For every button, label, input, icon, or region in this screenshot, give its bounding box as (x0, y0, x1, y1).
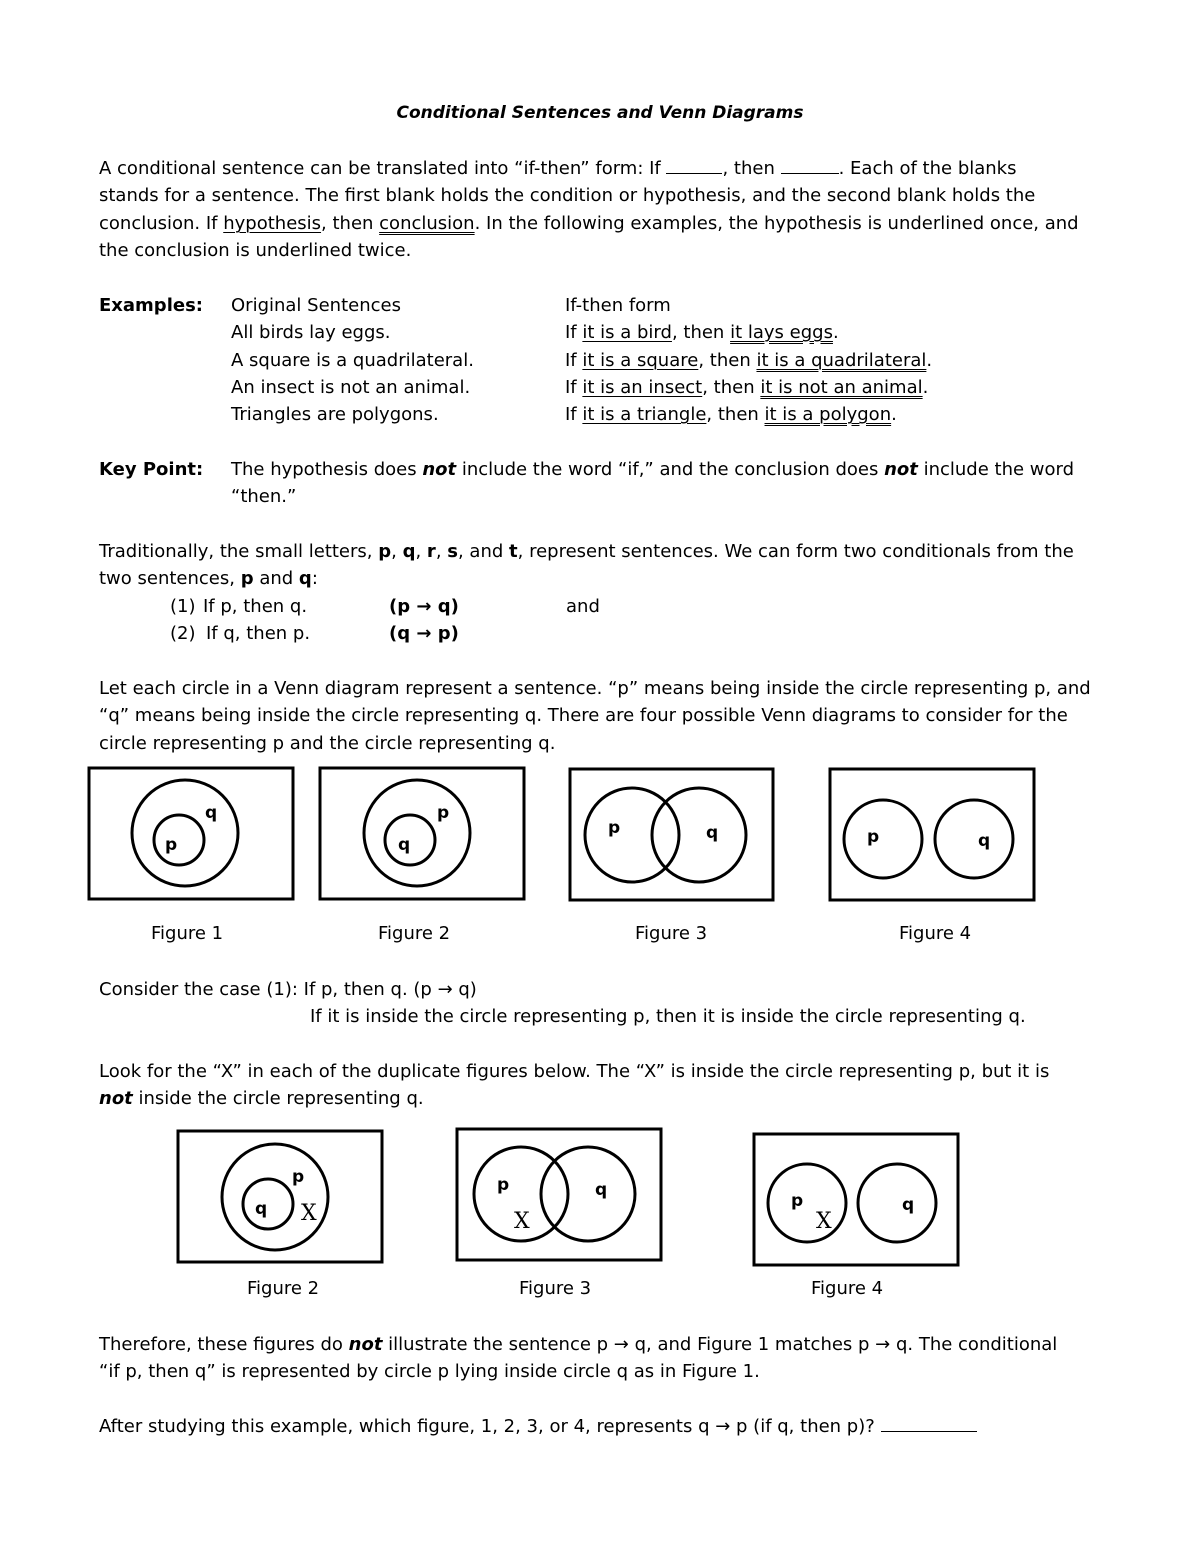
look-text: inside the circle representing q. (132, 1088, 424, 1109)
letter-q: q (402, 541, 416, 562)
label-q: q (595, 1180, 608, 1200)
x-mark: X (301, 1201, 317, 1226)
question-line[interactable] (99, 1413, 977, 1440)
figure-3-dup-caption: Figure 3 (519, 1278, 592, 1299)
label-p: p (165, 835, 178, 855)
venn-intro-line-1: Let each circle in a Venn diagram represent a sentence. “p” means being inside the circle representing p, and (99, 678, 1091, 699)
intro-text-a1: A conditional sentence can be translated into “if-then” form: If (99, 158, 667, 179)
circle-p (364, 780, 470, 886)
intro-line-1 (99, 155, 1016, 182)
example-conclusion: it is a quadrilateral (756, 350, 927, 371)
venn-intro-line-2: “q” means being inside the circle representing q. There are four possible Venn diagrams to consider for the (99, 705, 1068, 726)
and-word: and (566, 596, 600, 617)
if-word: If (565, 377, 583, 398)
example-ifthen-4 (565, 401, 897, 428)
circle-q (132, 780, 238, 886)
figure-2-caption: Figure 2 (378, 923, 451, 944)
intro-text-c3: . In the following examples, the hypothesis is underlined once, and (474, 213, 1079, 234)
intro-text-c2: , then (321, 213, 380, 234)
intro-line-4: the conclusion is underlined twice. (99, 240, 412, 261)
conclusion-underlined: conclusion (379, 213, 475, 234)
trad-text-1: Traditionally, the small letters, (99, 541, 379, 562)
letter-t: t (509, 541, 518, 562)
period: . (926, 350, 933, 371)
kp-text-2: include the word “if,” and the conclusion does (456, 459, 885, 480)
example-original-1: All birds lay eggs. (231, 322, 391, 343)
example-conclusion: it is not an animal (760, 377, 923, 398)
blank-2 (781, 155, 839, 174)
figure-2-diagram (320, 768, 524, 899)
period: . (832, 322, 839, 343)
example-ifthen-3 (565, 374, 928, 401)
universe-rect (457, 1129, 661, 1260)
circle-q (935, 800, 1013, 878)
letter-q: q (298, 568, 312, 589)
label-p: p (497, 1175, 510, 1195)
label-q: q (706, 823, 719, 843)
if-word: If (565, 350, 583, 371)
look-line-1: Look for the “X” in each of the duplicate figures below. The “X” is inside the circle representing p, but it is (99, 1061, 1050, 1082)
key-point-line-1 (231, 456, 1074, 483)
x-mark: X (816, 1209, 832, 1234)
hypothesis-underlined: hypothesis (223, 213, 322, 234)
example-ifthen-2 (565, 347, 932, 374)
traditional-line-1: Traditionally, the small letters, p, q, r, s, and t, represent sentences. We can form two conditionals from the (99, 541, 1074, 562)
example-hypothesis: it is a bird (582, 322, 672, 343)
if-word: If (565, 322, 583, 343)
cond1-num: (1) (170, 596, 196, 617)
circle-p (154, 815, 204, 865)
example-ifthen-1 (565, 319, 839, 346)
kp-text-1: The hypothesis does (231, 459, 423, 480)
example-conclusion: it lays eggs (730, 322, 833, 343)
label-q: q (902, 1195, 915, 1215)
example-hypothesis: it is a square (582, 350, 699, 371)
page-title: Conditional Sentences and Venn Diagrams (396, 103, 804, 123)
circle-p (844, 800, 922, 878)
figure-3-diagram (570, 769, 773, 900)
label-p: p (437, 803, 450, 823)
blank-1 (666, 155, 722, 174)
figure-1-caption: Figure 1 (151, 923, 224, 944)
key-point-label: Key Point: (99, 459, 204, 480)
look-line-2 (99, 1085, 424, 1112)
if-then-form-header: If-then form (565, 295, 671, 316)
cond2-num: (2) (170, 623, 196, 644)
intro-text-a3: . Each of the blanks (838, 158, 1017, 179)
trad-text-4: and (253, 568, 299, 589)
circle-q (858, 1164, 936, 1242)
example-original-2: A square is a quadrilateral. (231, 350, 474, 371)
venn-intro-line-3: circle representing p and the circle representing q. (99, 733, 556, 754)
kp-not-1: not (422, 459, 457, 480)
period: . (891, 404, 897, 425)
cond1-symbol: (p → q) (389, 596, 459, 617)
then-word: , then (698, 350, 757, 371)
therefore-not: not (348, 1334, 383, 1355)
venn-figures-top (0, 760, 1200, 910)
therefore-line-1 (99, 1331, 1057, 1358)
intro-text-a2: , then (722, 158, 781, 179)
label-p: p (867, 827, 880, 847)
then-word: , then (671, 322, 731, 343)
then-word: , then (702, 377, 761, 398)
letter-p: p (240, 568, 254, 589)
therefore-text-a: Therefore, these figures do (99, 1334, 349, 1355)
label-q: q (205, 803, 218, 823)
therefore-text-c: illustrate the sentence p → q, and Figure 1 matches p → q. The conditional (382, 1334, 1058, 1355)
label-q: q (398, 835, 411, 855)
example-original-3: An insect is not an animal. (231, 377, 471, 398)
intro-line-3 (99, 210, 1079, 237)
case1-line-1: Consider the case (1): If p, then q. (p → q) (99, 979, 477, 1000)
x-mark: X (514, 1209, 530, 1234)
figure-4-caption: Figure 4 (899, 923, 972, 944)
kp-not-2: not (884, 459, 918, 480)
label-q: q (978, 831, 991, 851)
figure-2-dup-diagram (178, 1131, 382, 1262)
circle-q (652, 788, 746, 882)
answer-blank[interactable] (881, 1413, 977, 1432)
cond1-text: If p, then q. (203, 596, 308, 617)
circle-p (222, 1144, 328, 1250)
circle-q (541, 1147, 635, 1241)
label-q: q (255, 1199, 268, 1219)
letter-r: r (426, 541, 436, 562)
case1-line-2: If it is inside the circle representing p, then it is inside the circle representing q. (310, 1006, 1026, 1027)
example-hypothesis: it is an insect (582, 377, 703, 398)
kp-text-3: include the word (917, 459, 1075, 480)
universe-rect (570, 769, 773, 900)
example-hypothesis: it is a triangle (582, 404, 707, 425)
if-word: If (565, 404, 583, 425)
universe-rect (320, 768, 524, 899)
circle-q (243, 1179, 293, 1229)
example-original-4: Triangles are polygons. (231, 404, 439, 425)
look-not: not (99, 1088, 133, 1109)
original-sentences-header: Original Sentences (231, 295, 401, 316)
universe-rect (754, 1134, 958, 1265)
cond2-symbol: (q → p) (389, 623, 459, 644)
period: . (922, 377, 929, 398)
trad-text-2: represent sentences. We can form two conditionals from the (529, 541, 1074, 562)
cond2-text: If q, then p. (206, 623, 311, 644)
figure-3-dup-diagram (457, 1129, 661, 1260)
label-p: p (608, 818, 621, 838)
universe-rect (178, 1131, 382, 1262)
intro-line-2: stands for a sentence. The first blank holds the condition or hypothesis, and the second blank holds the (99, 185, 1036, 206)
venn-figures-bottom (0, 1120, 1200, 1270)
question-text: After studying this example, which figure, 1, 2, 3, or 4, represents q → p (if q, then p)? (99, 1416, 875, 1437)
universe-rect (830, 769, 1034, 900)
label-p: p (791, 1191, 804, 1211)
traditional-line-2: two sentences, p and q: (99, 568, 318, 589)
therefore-line-2: “if p, then q” is represented by circle p lying inside circle q as in Figure 1. (99, 1361, 760, 1382)
example-conclusion: it is a polygon (764, 404, 892, 425)
then-word: , then (706, 404, 765, 425)
figure-4-diagram (830, 769, 1034, 900)
figure-4-dup-caption: Figure 4 (811, 1278, 884, 1299)
figure-4-dup-diagram (754, 1134, 958, 1265)
trad-text-3: two sentences, (99, 568, 241, 589)
key-point-line-2: “then.” (231, 486, 297, 507)
examples-label: Examples: (99, 295, 203, 316)
letter-s: s (447, 541, 458, 562)
intro-text-c1: conclusion. If (99, 213, 224, 234)
letter-p: p (378, 541, 392, 562)
circle-p (768, 1164, 846, 1242)
figure-3-caption: Figure 3 (635, 923, 708, 944)
label-p: p (292, 1167, 305, 1187)
universe-rect (89, 768, 293, 899)
figure-2-dup-caption: Figure 2 (247, 1278, 320, 1299)
figure-1-diagram (89, 768, 293, 899)
